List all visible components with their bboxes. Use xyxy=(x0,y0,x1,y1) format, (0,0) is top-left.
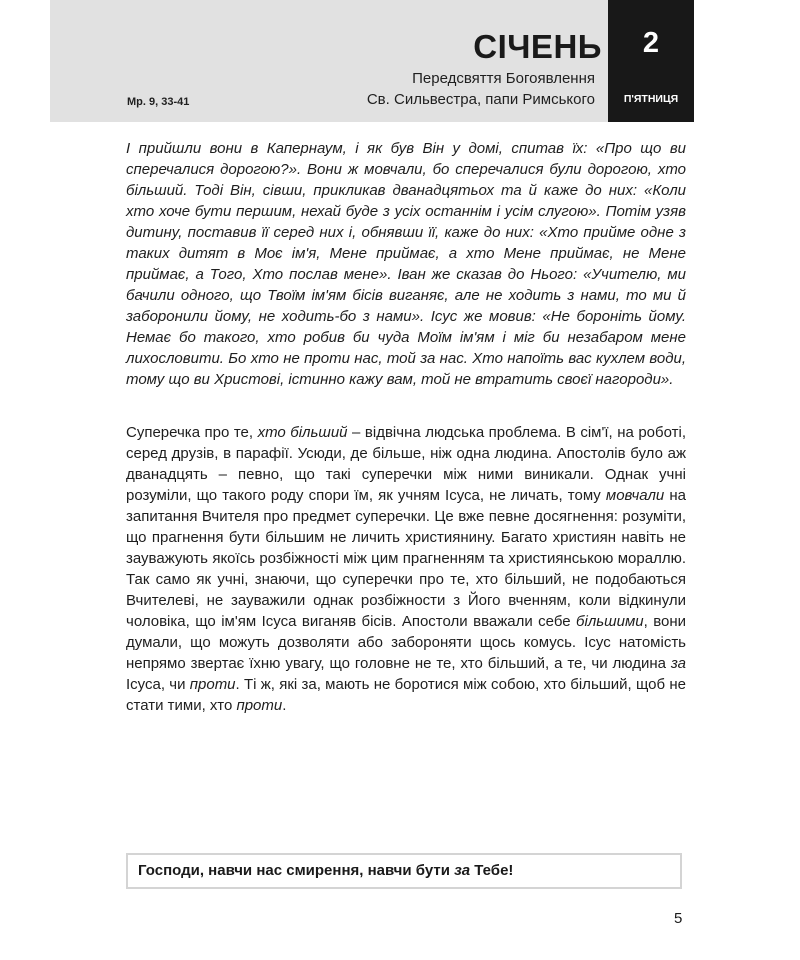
prayer-emphasis: за xyxy=(454,862,471,879)
reflection-emphasis: більшими xyxy=(576,613,644,630)
reflection-emphasis: мовчали xyxy=(605,487,665,504)
page-number: 5 xyxy=(674,910,683,927)
reflection-text: . xyxy=(282,697,287,714)
prayer-text xyxy=(138,862,513,880)
reflection-text: Ісуса, чи xyxy=(126,676,190,693)
saint-commemoration: Св. Сильвестра, папи Римського xyxy=(366,91,595,108)
prayer-text-end: Тебе! xyxy=(470,862,514,879)
reflection-emphasis: проти xyxy=(236,697,283,714)
reflection-paragraph xyxy=(126,422,686,716)
month-title: СІЧЕНЬ xyxy=(473,28,602,65)
day-number: 2 xyxy=(642,27,660,59)
reflection-emphasis: за xyxy=(670,655,686,672)
reflection-emphasis: проти xyxy=(189,676,236,693)
reflection-text: , вони думали, що можуть дозволяти або забороняти щось комусь. Ісус натомість непрямо звертає їхню увагу, що головне не те, хто більший, а те, чи людина xyxy=(126,613,687,672)
reflection-text: . Ті ж, які за, мають не боротися між собою, хто більший, щоб не стати тими, хто xyxy=(126,676,686,714)
feast-title: Передсвяття Богоявлення xyxy=(412,70,595,87)
scripture-reference: Мр. 9, 33-41 xyxy=(127,96,190,108)
reflection-text: – відвічна людська проблема. В сім'ї, на роботі, серед друзів, в парафії. Усюди, де більше, ніж одна людина. Апостолів було аж дванадцять – певно, що такі суперечки між ними виникали. Однак учні розуміли, що такого роду спори їм, як учням Ісуса, не личать, тому xyxy=(126,424,686,504)
reflection-text: Суперечка про те, xyxy=(126,424,258,441)
reflection-emphasis: хто більший xyxy=(257,424,348,441)
gospel-reading: І прийшли вони в Капернаум, і як був Він у домі, спитав їх: «Про що ви сперечалися дорогою?». Вони ж мовчали, бо сперечалися були дорогою, хто більший. Тоді Він, сівши, прикликав дванадцятьох та й каже до них: «Коли хто хоче бути першим, нехай буде з усіх останнім і усім слугою». Потім узяв дитину, поставив її серед них і, обнявши її, каже до них: «Хто прийме одне з таких дитят в Моє ім'я, Мене приймає, а хто Мене приймає, не Мене приймає, а Того, Хто послав мене». Іван же сказав до Нього: «Учителю, ми бачили одного, що Твоїм ім'ям бісів виганяє, але не ходить з нами, то ми й заборонили йому, не ходить-бо з нами». Ісус же мовив: «Не бороніть йому. Немає бо такого, хто робив би чуда Моїм ім'ям і міг би незабаром мене лихословити. Бо хто не проти нас, той за нас. Хто напоїть вас кухлем води, тому що ви Христові, істинно кажу вам, той не втратить своєї нагороди». xyxy=(126,140,686,388)
reflection-text: на запитання Вчителя про предмет суперечки. Це вже певне досягнення: розуміти, що прагнення бути більшим не личить християнину. Багато християн навіть не зауважують якоїсь розбіжності між цим прагненням та християнською мораллю. Так само як учні, знаючи, що суперечки про те, хто більший, не подобаються Вчителеві, не зауважили однак розбіжности з Його вченням, коли відкинули чоловіка, що ім'ям Ісуса виганяв бісів. Апостоли вважали себе xyxy=(126,487,686,630)
prayer-text-start: Господи, навчи нас смирення, навчи бути xyxy=(138,862,455,879)
weekday-label: П'ЯТНИЦЯ xyxy=(623,93,679,105)
